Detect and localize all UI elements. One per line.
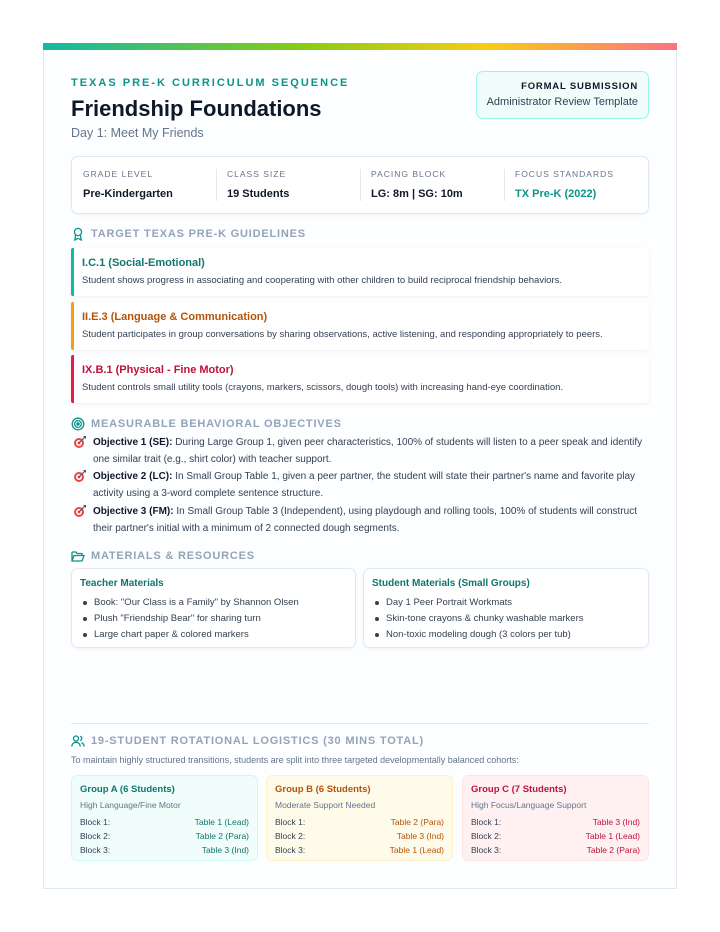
rotation-row: [275, 815, 444, 829]
meta-label: GRADE LEVEL: [83, 169, 154, 179]
block-label: Block 1:: [471, 817, 502, 827]
guideline-title: IX.B.1 (Physical - Fine Motor): [82, 364, 234, 376]
materials-heading: [71, 549, 255, 563]
table-assignment: Table 2 (Para): [195, 831, 249, 841]
dart-target-icon: [73, 504, 87, 518]
block-label: Block 3:: [80, 845, 111, 855]
group-card-b: [266, 775, 453, 861]
guideline-accent-bar: [71, 248, 74, 296]
lesson-subtitle: Day 1: Meet My Friends: [71, 126, 204, 140]
dart-target-icon: [73, 435, 87, 449]
guideline-accent-bar: [71, 302, 74, 350]
list-item: Non-toxic modeling dough (3 colors per tub): [372, 627, 648, 643]
teacher-materials-title: Teacher Materials: [80, 578, 164, 589]
block-label: Block 1:: [80, 817, 111, 827]
rotation-row: [471, 829, 640, 843]
folder-open-icon: [71, 549, 85, 563]
guideline-description: Student controls small utility tools (crayons, markers, scissors, dough tools) with increasing hand-eye coordination.: [82, 382, 564, 393]
student-materials-card: [363, 568, 649, 648]
meta-grade-level: [72, 157, 216, 213]
meta-value: 19 Students: [227, 188, 290, 200]
meta-label: CLASS SIZE: [227, 169, 287, 179]
guideline-description: Student shows progress in associating and cooperating with other children to build reciprocal friendship behaviors.: [82, 275, 563, 286]
list-item: Plush "Friendship Bear" for sharing turn: [80, 611, 355, 627]
rotation-row: [80, 829, 249, 843]
guideline-title: II.E.3 (Language & Communication): [82, 311, 268, 323]
guideline-title: I.C.1 (Social-Emotional): [82, 257, 205, 269]
objective-item: [73, 434, 643, 468]
group-subtitle: High Language/Fine Motor: [80, 800, 181, 810]
meta-value: LG: 8m | SG: 10m: [371, 188, 463, 200]
guidelines-heading-text: TARGET TEXAS PRE-K GUIDELINES: [91, 228, 306, 240]
table-assignment: Table 2 (Para): [390, 817, 444, 827]
table-assignment: Table 1 (Lead): [585, 831, 640, 841]
logistics-heading-text: 19-STUDENT ROTATIONAL LOGISTICS (30 MINS TOTAL): [91, 735, 424, 747]
table-assignment: Table 3 (Ind): [201, 845, 249, 855]
rotation-row: [275, 829, 444, 843]
meta-label: FOCUS STANDARDS: [515, 169, 614, 179]
guidelines-heading: [71, 227, 306, 241]
block-label: Block 2:: [275, 831, 306, 841]
list-item: Book: "Our Class is a Family" by Shannon Olsen: [80, 595, 355, 611]
meta-value: Pre-Kindergarten: [83, 188, 173, 200]
guideline-accent-bar: [71, 355, 74, 403]
block-label: Block 2:: [80, 831, 111, 841]
teacher-materials-card: [71, 568, 356, 648]
curriculum-kicker: TEXAS PRE-K CURRICULUM SEQUENCE: [71, 77, 350, 89]
rotation-row: [471, 843, 640, 857]
section-divider: [71, 723, 649, 724]
block-label: Block 3:: [275, 845, 306, 855]
guideline-card-social-emotional: [71, 248, 649, 296]
rotation-row: [80, 815, 249, 829]
lesson-meta-card: [71, 156, 649, 214]
table-assignment: Table 2 (Para): [586, 845, 640, 855]
table-assignment: Table 3 (Ind): [396, 831, 444, 841]
rotation-row: [80, 843, 249, 857]
dart-target-icon: [73, 469, 87, 483]
objectives-heading-text: MEASURABLE BEHAVIORAL OBJECTIVES: [91, 418, 342, 430]
guideline-description: Student participates in group conversations by sharing observations, active listening, and responding appropriately to peers.: [82, 329, 603, 340]
meta-pacing-block: [360, 157, 504, 213]
rotation-row: [471, 815, 640, 829]
meta-label: PACING BLOCK: [371, 169, 447, 179]
meta-value: TX Pre-K (2022): [515, 188, 597, 200]
block-label: Block 1:: [275, 817, 306, 827]
rotation-row: [275, 843, 444, 857]
badge-subtitle: Administrator Review Template: [486, 96, 638, 108]
group-title: Group A (6 Students): [80, 784, 175, 795]
materials-heading-text: MATERIALS & RESOURCES: [91, 550, 255, 562]
submission-badge: [476, 71, 649, 119]
logistics-heading: [71, 734, 424, 748]
meta-focus-standards: [504, 157, 648, 213]
group-card-a: [71, 775, 258, 861]
badge-label: FORMAL SUBMISSION: [521, 81, 638, 92]
group-title: Group C (7 Students): [471, 784, 567, 795]
table-assignment: Table 3 (Ind): [592, 817, 640, 827]
objective-text: Objective 2 (LC): In Small Group Table 1, given a peer partner, the student will state their partner's name and favorite play activity using a 3-word complete sentence structure.: [93, 471, 636, 499]
list-item: Skin-tone crayons & chunky washable markers: [372, 611, 648, 627]
objective-item: [73, 503, 643, 537]
list-item: Day 1 Peer Portrait Workmats: [372, 595, 648, 611]
table-assignment: Table 1 (Lead): [194, 817, 249, 827]
objectives-heading: [71, 417, 342, 431]
award-icon: [71, 227, 85, 241]
header-gradient-bar: [43, 43, 677, 50]
meta-class-size: [216, 157, 360, 213]
objective-text: Objective 3 (FM): In Small Group Table 3 (Independent), using playdough and rolling tools, 100% of students will construct their partner's initial with a minimum of 2 connected dough segments.: [93, 506, 638, 534]
target-icon: [71, 417, 85, 431]
table-assignment: Table 1 (Lead): [389, 845, 444, 855]
group-card-c: [462, 775, 649, 861]
users-icon: [71, 734, 85, 748]
objective-text: Objective 1 (SE): During Large Group 1, given peer characteristics, 100% of students will listen to a peer speak and identify one similar trait (e.g., shirt color) with teacher support.: [93, 437, 643, 465]
block-label: Block 3:: [471, 845, 502, 855]
group-subtitle: High Focus/Language Support: [471, 800, 587, 810]
group-subtitle: Moderate Support Needed: [275, 800, 376, 810]
list-item: Large chart paper & colored markers: [80, 627, 355, 643]
guideline-card-fine-motor: [71, 355, 649, 403]
student-materials-title: Student Materials (Small Groups): [372, 578, 530, 589]
guideline-card-language: [71, 302, 649, 350]
logistics-intro: To maintain highly structured transitions, students are split into three targeted developmentally balanced cohorts:: [71, 755, 519, 765]
objective-item: [73, 468, 643, 502]
lesson-title: Friendship Foundations: [71, 96, 322, 121]
block-label: Block 2:: [471, 831, 502, 841]
group-title: Group B (6 Students): [275, 784, 371, 795]
